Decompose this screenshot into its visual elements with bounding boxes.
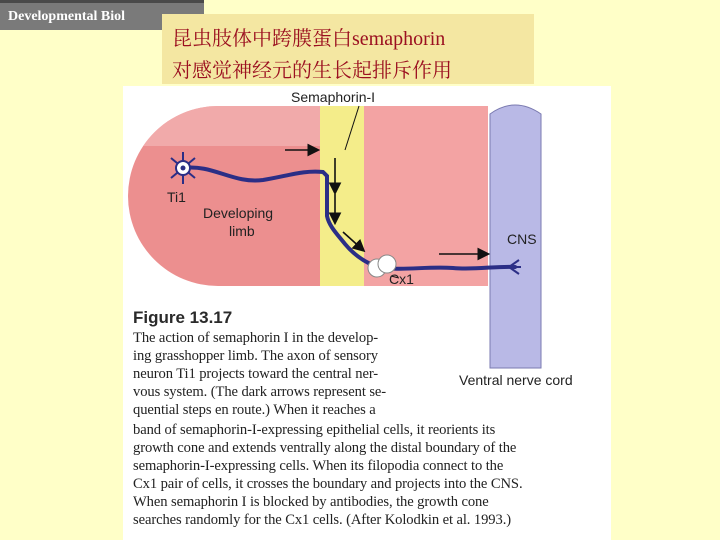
caption-line: Cx1 pair of cells, it crosses the boundary and projects into the CNS.	[133, 476, 523, 492]
caption-line: vous system. (The dark arrows represent se-	[133, 384, 387, 400]
label-limb: limb	[229, 223, 255, 239]
figure-panel	[123, 86, 611, 540]
caption-line: searches randomly for the Cx1 cells. (After Kolodkin et al. 1993.)	[133, 512, 511, 528]
label-cx1: Cx1	[389, 271, 414, 287]
header-tab-label: Developmental Biol	[8, 9, 126, 24]
label-semaphorin: Semaphorin-I	[291, 89, 376, 105]
figure-caption-title: Figure 13.17	[133, 308, 233, 327]
label-developing: Developing	[203, 205, 274, 221]
label-ventral-nerve-cord: Ventral nerve cord	[459, 372, 573, 388]
caption-line: The action of semaphorin I in the develop-	[133, 330, 379, 346]
caption-line: semaphorin-I-expressing cells. When its filopodia connect to the	[133, 458, 504, 474]
label-cns: CNS	[507, 231, 537, 247]
label-ti1: Ti1	[167, 189, 186, 205]
caption-line: When semaphorin I is blocked by antibodies, the growth cone	[133, 494, 489, 510]
slide-title-box	[162, 14, 534, 84]
slide-title-line-1: 昆虫肢体中跨膜蛋白semaphorin	[172, 28, 446, 50]
caption-line: ing grasshopper limb. The axon of sensory	[133, 348, 378, 364]
caption-line: growth cone and extends ventrally along the distal boundary of the	[133, 440, 517, 456]
caption-line: band of semaphorin-I-expressing epithelial cells, it reorients its	[133, 422, 496, 438]
caption-line: neuron Ti1 projects toward the central ner-	[133, 366, 379, 382]
caption-line: quential steps en route.) When it reaches a	[133, 402, 376, 418]
slide-title-line-2: 对感觉神经元的生长起排斥作用	[172, 60, 452, 82]
